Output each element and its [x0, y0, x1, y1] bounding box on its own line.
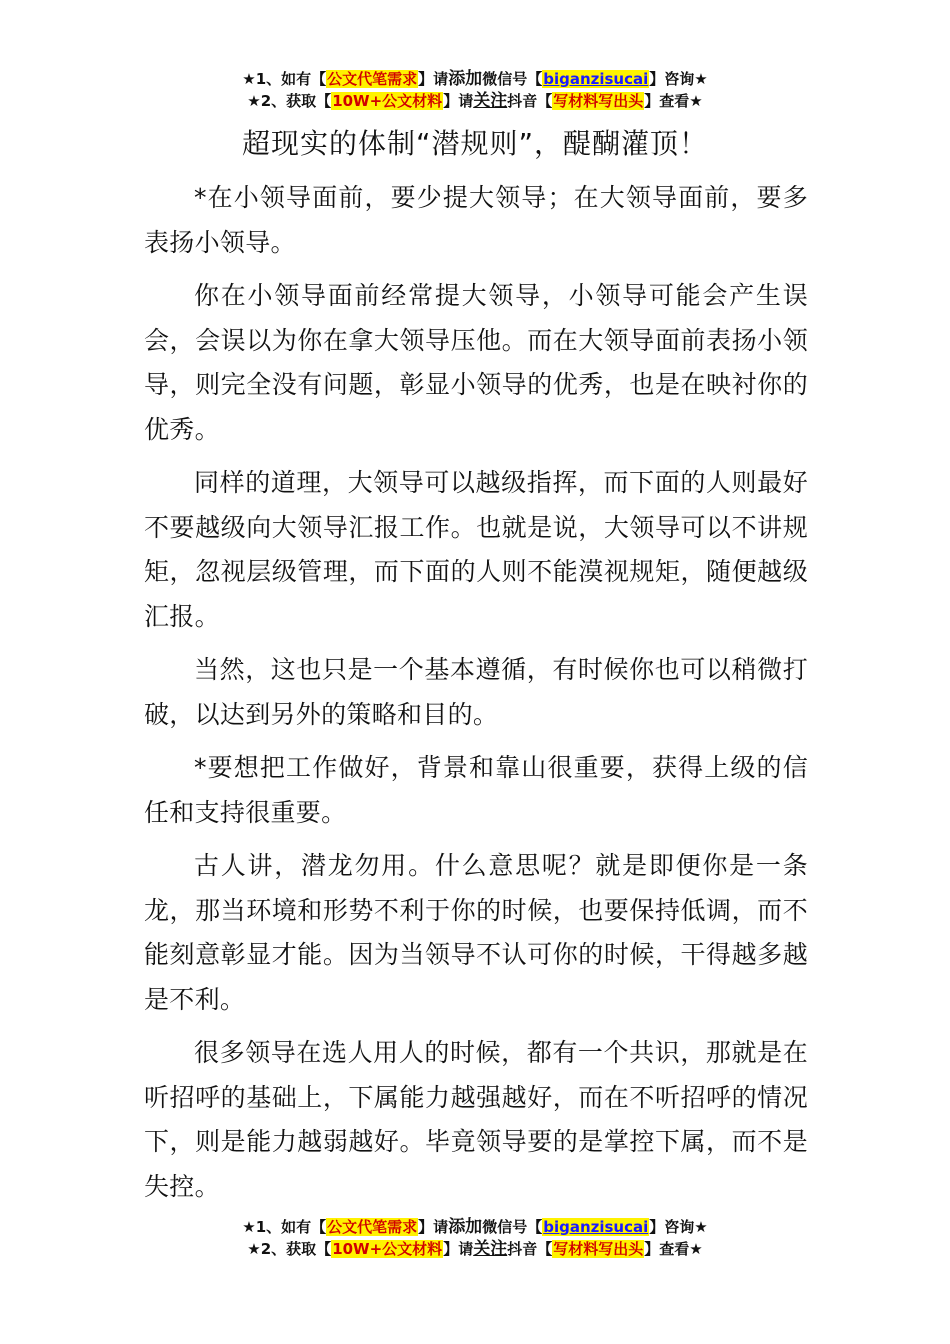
banner-text: 1、如有【: [255, 1218, 327, 1236]
star-icon: ★: [247, 92, 261, 110]
banner-line-1: [0, 68, 950, 90]
banner-add-text: 添加: [448, 1217, 483, 1237]
document-body: [144, 176, 808, 1218]
banner-text: 】请: [443, 92, 474, 110]
document-title: 超现实的体制“潜规则”，醍醐灌顶！: [241, 127, 708, 160]
highlight-materials: 10W+公文材料: [332, 1240, 443, 1258]
paragraph: 很多领导在选人用人的时候，都有一个共识，那就是在听招呼的基础上，下属能力越强越好，而在不听招呼的情况下，则是能力越弱越好。毕竟领导要的是掌控下属，而不是失控。: [144, 1038, 808, 1201]
banner-text: 】查看★: [644, 1240, 703, 1258]
paragraph: *在小领导面前，要少提大领导；在大领导面前，要多表扬小领导。: [144, 183, 808, 257]
banner-text: 】查看★: [644, 92, 703, 110]
banner-line-2: [0, 90, 950, 112]
paragraph: 古人讲，潜龙勿用。什么意思呢？就是即便你是一条龙，那当环境和形势不利于你的时候，也要保持低调，而不能刻意彰显才能。因为当领导不认可你的时候，干得越多越是不利。: [144, 851, 808, 1014]
banner-line-2: [0, 1238, 950, 1260]
banner-text: 】请: [418, 70, 449, 88]
banner-follow-text: 关注: [473, 1239, 508, 1259]
banner-line-1: [0, 1216, 950, 1238]
paragraph: 你在小领导面前经常提大领导，小领导可能会产生误会，会误以为你在拿大领导压他。而在大领导面前表扬小领导，则完全没有问题，彰显小领导的优秀，也是在映衬你的优秀。: [144, 281, 808, 444]
banner-text: 】请: [418, 1218, 449, 1236]
bottom-banner: [0, 1216, 950, 1260]
wechat-id: biganzisucai: [543, 1218, 649, 1236]
banner-text: 抖音【: [507, 92, 553, 110]
douyin-account: 写材料写出头: [553, 92, 644, 110]
star-icon: ★: [247, 1240, 261, 1258]
wechat-id: biganzisucai: [543, 70, 649, 88]
banner-follow-text: 关注: [473, 91, 508, 111]
star-icon: ★: [242, 70, 256, 88]
banner-text: 1、如有【: [255, 70, 327, 88]
banner-text: 2、获取【: [260, 92, 332, 110]
highlight-materials: 10W+公文材料: [332, 92, 443, 110]
highlight-service: 公文代笔需求: [327, 70, 418, 88]
paragraph: 当然，这也只是一个基本遵循，有时候你也可以稍微打破，以达到另外的策略和目的。: [144, 655, 808, 729]
top-banner: [0, 68, 950, 112]
banner-text: 抖音【: [507, 1240, 553, 1258]
banner-text: 2、获取【: [260, 1240, 332, 1258]
banner-text: 微信号【: [482, 1218, 543, 1236]
star-icon: ★: [242, 1218, 256, 1236]
banner-text: 微信号【: [482, 70, 543, 88]
paragraph: *要想把工作做好，背景和靠山很重要，获得上级的信任和支持很重要。: [144, 753, 808, 827]
banner-text: 】咨询★: [649, 1218, 708, 1236]
highlight-service: 公文代笔需求: [327, 1218, 418, 1236]
douyin-account: 写材料写出头: [553, 1240, 644, 1258]
paragraph: 同样的道理，大领导可以越级指挥，而下面的人则最好不要越级向大领导汇报工作。也就是说，大领导可以不讲规矩，忽视层级管理，而下面的人则不能漠视规矩，随便越级汇报。: [144, 468, 808, 631]
banner-add-text: 添加: [448, 69, 483, 89]
banner-text: 】请: [443, 1240, 474, 1258]
banner-text: 】咨询★: [649, 70, 708, 88]
